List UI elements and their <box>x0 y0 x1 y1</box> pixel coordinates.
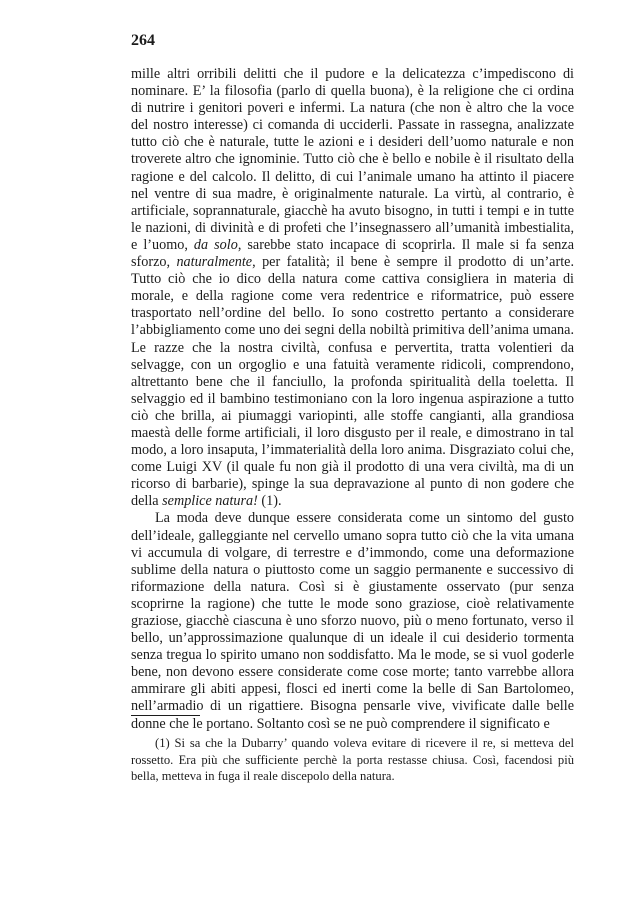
footnote: (1) Si sa che la Dubarry’ quando voleva evitare di ricevere il re, si metteva del rossetto. Era più che sufficiente perchè la porta restasse chiusa. Così, facendosi più bella, metteva in fuga il reale discepolo della natura. <box>131 736 574 784</box>
emphasis-semplice-natura: semplice natura! <box>162 493 258 510</box>
paragraph-1 <box>131 66 574 510</box>
paragraph-1-run: , per fatalità; il bene è sempre il prodotto di un’arte. Tutto ciò che io dico della natura come cattiva consigliera in materia di morale, e della ragione come vera redentrice e riformatrice, può essere trasportato nell’ordine del bello. Io sono costretto pertanto a considerare l’abbigliamento come uno dei segni della nobiltà primitiva dell’anima umana. Le razze che la nostra civiltà, confusa e pervertita, tratta volentieri da selvagge, con un orgoglio e una fatuità veramente ridicoli, comprendono, altrettanto bene che il fanciullo, la profonda spiritualità della toeletta. Il selvaggio ed il bambino testimoniano con la loro ingenua aspirazione a tutto ciò che brilla, ai piumaggi variopinti, alle stoffe cangianti, alla grandiosa maestà delle forme artificiali, il loro disgusto per il reale, e dimostrano in tal modo, a loro insaputa, l’immaterialità della loro anima. Disgraziato colui che, come Luigi XV (il quale fu non già il prodotto di una vera civiltà, ma di un ricorso di barbarie), spinge la sua depravazione al punto di non godere che della <box>131 254 574 510</box>
body-text <box>131 66 574 733</box>
paragraph-1-run: , sarebbe stato incapace di scoprirla. Il male si fa senza sforzo, <box>131 236 574 271</box>
paragraph-1-run: mille altri orribili delitti che il pudore e la delicatezza c’impediscono di nominare. E’ la filosofia (parlo di quella buona), è la religione che ci ordina di nutrire i genitori poveri e infermi. La natura (che non è altro che la voce del nostro interesse) ci comanda di ucciderli. Passate in rassegna, analizzate tutto ciò che è naturale, tutte le azioni e i desideri dell’uomo naturale e non troverete altro che ignominie. Tutto ciò che è bello e nobile è il risultato della ragione e del calcolo. Il delitto, di cui l’animale umano ha attinto il piacere nel ventre di sua madre, è originalmente naturale. La virtù, al contrario, è artificiale, soprannaturale, giacchè ha avuto bisogno, in tutti i tempi e in tutte le nazioni, di divinità e di profeti che l’insegnassero all’umanità imbestialita, e l’uomo, <box>131 66 574 253</box>
footnote-divider <box>131 715 200 716</box>
emphasis-naturalmente: naturalmente <box>176 254 253 271</box>
paragraph-2: La moda deve dunque essere considerata come un sintomo del gusto dell’ideale, galleggiante nel cervello umano sopra tutto ciò che la vita umana vi accumula di volgare, di terrestre e d’immondo, come una deformazione sublime della natura o piuttosto come un saggio permanente e successivo di riformazione della natura. Così si è giustamente osservato (pur senza scoprirne la ragione) che tutte le mode sono graziose, cioè relativamente graziose, giacchè ciascuna è uno sforzo nuovo, più o meno fortunato, verso il bello, un’approssimazione qualunque di un ideale il cui desiderio tormenta senza tregua lo spirito umano non soddisfatto. Ma le mode, se si vuol goderle bene, non devono essere considerate come cose morte; tanto varrebbe allora ammirare gli abiti appesi, flosci ed inerti come la belle di San Bartolomeo, nell’armadio di un rigattiere. Bisogna pensarle vive, vivificate dalle belle donne che le portano. Soltanto così se ne può comprendere il significato e <box>131 510 574 732</box>
emphasis-da-solo: da solo <box>193 236 238 253</box>
footnote-reference: (1). <box>257 493 282 510</box>
page-number: 264 <box>131 32 155 49</box>
